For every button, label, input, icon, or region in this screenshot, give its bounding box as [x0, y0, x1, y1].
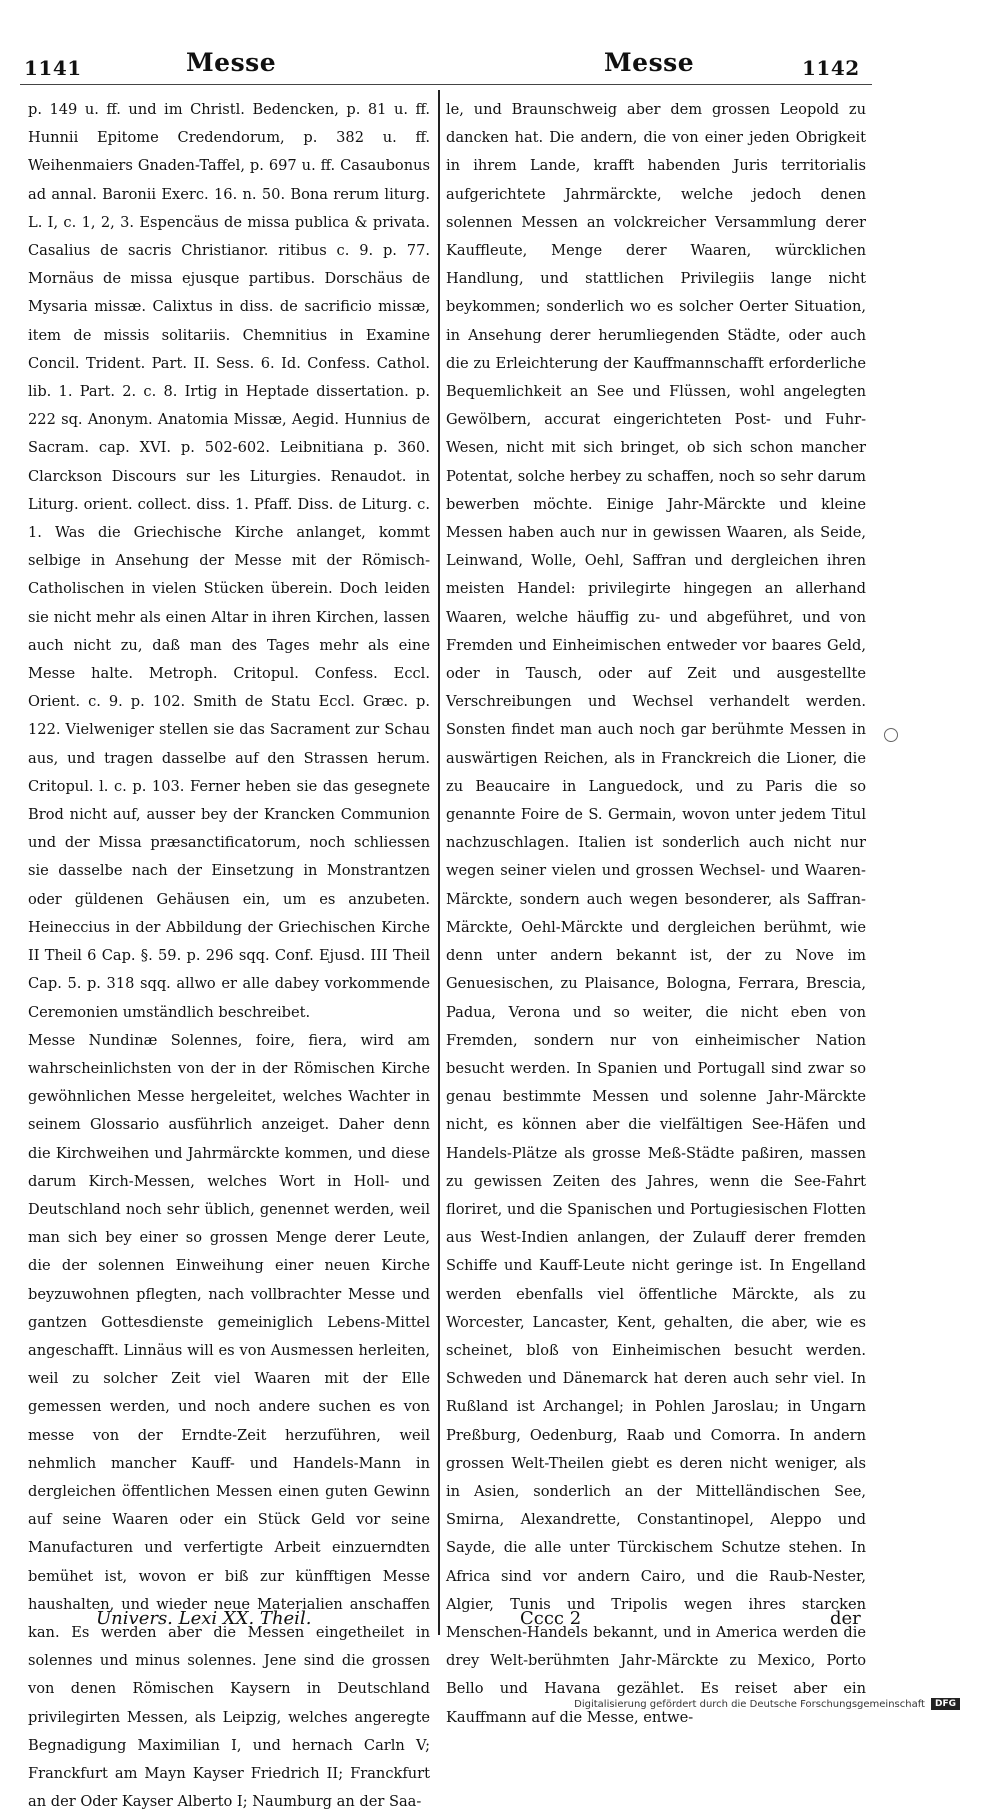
dfg-logo-icon: DFG — [931, 1698, 960, 1710]
column-divider — [438, 90, 440, 1635]
margin-mark — [884, 728, 898, 742]
digitization-credit — [574, 1698, 960, 1710]
right-column — [446, 96, 866, 1732]
left-column — [28, 96, 430, 1816]
header-rule — [20, 84, 872, 85]
left-paragraph-references: p. 149 u. ff. und im Christl. Bedencken, p. 81 u. ff. Hunnii Epitome Credendorum, p. 382 u. ff. Weihenmaiers Gnaden-Taffel, p. 697 u. ff. Casaubonus ad annal. Baronii Exerc. 16. n. 50. Bona rerum liturg. L. I, c. 1, 2, 3. Espencäus de missa publica & privata. Casalius de sacris Christianor. ritibus c. 9. p. 77. Mornäus de missa ejusque partibus. Dorschäus de Mysaria missæ. Calixtus in diss. de sacrificio missæ, item de missis solitariis. Chemnitius in Examine Concil. Trident. Part. II. Sess. 6. Id. Confess. Cathol. lib. 1. Part. 2. c. 8. Irtig in Heptade dissertation. p. 222 sq. Anonym. Anatomia Missæ, Aegid. Hunnius de Sacram. cap. XVI. p. 502-602. Leibnitiana p. 360. Clarckson Discours sur les Liturgies. Renaudot. in Liturg. orient. collect. diss. 1. Pfaff. Diss. de Liturg. c. 1. Was die Griechische Kirche anlanget, kommt selbige in Ansehung der Messe mit der Römisch-Catholischen in vielen Stücken überein. Doch leiden sie nicht mehr als einen Altar in ihren Kirchen, lassen auch nicht zu, daß man des Tages mehr als eine Messe halte. Metroph. Critopul. Confess. Eccl. Orient. c. 9. p. 102. Smith de Statu Eccl. Græc. p. 122. Vielweniger stellen sie das Sacrament zur Schau aus, und tragen dasselbe auf den Strassen herum. Critopul. l. c. p. 103. Ferner heben sie das gesegnete Brod nicht auf, ausser bey der Krancken Communion und der Missa præsanctificatorum, noch schliessen sie dasselbe nach der Einsetzung in Monstrantzen oder güldenen Gehäusen ein, um es anzubeten. Heineccius in der Abbildung der Griechischen Kirche II Theil 6 Cap. §. 59. p. 296 sqq. Conf. Ejusd. III Theil Cap. 5. p. 318 sqq. allwo er alle dabey vorkommende Ceremonien umständlich beschreibet. — [28, 101, 430, 1021]
credit-text: Digitalisierung gefördert durch die Deutsche Forschungsgemeinschaft — [574, 1698, 925, 1710]
page-number-left: 1141 — [24, 56, 82, 80]
right-paragraph-continuation: le, und Braunschweig aber dem grossen Leopold zu dancken hat. Die andern, die von einer jeden Obrigkeit in ihrem Lande, krafft habenden Juris territorialis aufgerichtete Jahrmärckte, welche jedoch denen solennen Messen an volckreicher Versammlung derer Kauffleute, Menge derer Waaren, würcklichen Handlung, und stattlichen Privilegiis lange nicht beykommen; sonderlich wo es solcher Oerter Situation, in Ansehung derer herumliegenden Städte, oder auch die zu Erleichterung der Kauffmannschafft erforderliche Bequemlichkeit an See und Flüssen, wohl angelegten Gewölbern, accurat eingerichteten Post- und Fuhr-Wesen, nicht mit sich bringet, ob sich schon mancher Potentat, solche herbey zu schaffen, noch so sehr darum bewerben möchte. Einige Jahr-Märckte und kleine Messen haben auch nur in gewissen Waaren, als Seide, Leinwand, Wolle, Oehl, Saffran und dergleichen ihren meisten Handel: privilegirte hingegen an allerhand Waaren, welche häuffig zu- und abgeführet, und von Fremden und Einheimischen entweder vor baares Geld, oder in Tausch, oder auf Zeit und ausgestellte Verschreibungen und Wechsel verhandelt werden. Sonsten findet man auch noch gar berühmte Messen in auswärtigen Reichen, als in Franckreich die Lioner, die zu Beaucaire in Languedock, und zu Paris die so genannte Foire de S. Germain, wovon unter jedem Titul nachzuschlagen. Italien ist sonderlich auch nicht nur wegen seiner vielen und grossen Wechsel- und Waaren-Märckte, sondern auch wegen besonderer, als Saffran-Märckte, Oehl-Märckte und dergleichen berühmt, wie denn unter andern bekannt ist, der zu Nove im Genuesischen, zu Plaisance, Bologna, Ferrara, Brescia, Padua, Verona und so weiter, die nicht eben von Fremden, sondern nur von einheimischer Nation besucht werden. In Spanien und Portugall sind zwar so genau bestimmte Messen und solenne Jahr-Märckte nicht, es können aber die vielfältigen See-Häfen und Handels-Plätze als grosse Meß-Städte paßiren, massen zu gewissen Zeiten des Jahres, wenn die See-Fahrt floriret, und die Spanischen und Portugiesischen Flotten aus West-Indien anlangen, der Zulauff derer fremden Schiffe und Kauff-Leute nicht geringe ist. In Engelland werden ebenfalls viel öffentliche Märckte, als zu Worcester, Lancaster, Kent, gehalten, die aber, wie es scheinet, bloß von Einheimischen besucht werden. Schweden und Dänemarck hat deren auch sehr viel. In Rußland ist Archangel; in Pohlen Jaroslau; in Ungarn Preßburg, Oedenburg, Raab und Comorra. In andern grossen Welt-Theilen giebt es deren nicht weniger, als in Asien, sonderlich an der Mittelländischen See, Smirna, Alexandrette, Constantinopel, Aleppo und Sayde, die alle unter Türckischem Schutze stehen. In Africa sind vor andern Cairo, und die Raub-Nester, Algier, Tunis und Tripolis wegen ihres starcken Menschen-Handels bekannt, und in America werden die drey Welt-berühmten Jahr-Märckte zu Mexico, Porto Bello und Havana gezählet. Es reiset aber ein Kauffmann auf die Messe, entwe- — [446, 101, 866, 1726]
catchword: der — [830, 1608, 861, 1629]
running-title-right: Messe — [604, 48, 695, 77]
volume-signature: Univers. Lexi XX. Theil. — [96, 1608, 312, 1629]
page-number-right: 1142 — [802, 56, 860, 80]
sheet-mark: Cccc 2 — [520, 1608, 582, 1629]
running-title-left: Messe — [186, 48, 277, 77]
left-paragraph-messe-entry: Messe Nundinæ Solennes, foire, fiera, wird am wahrscheinlichsten von der in der Römischen Kirche gewöhnlichen Messe hergeleitet, welches Wachter in seinem Glossario ausführlich anzeiget. Daher denn die Kirchweihen und Jahrmärckte kommen, und diese darum Kirch-Messen, welches Wort in Holl- und Deutschland noch sehr üblich, genennet werden, weil man sich bey einer so grossen Menge derer Leute, die der solennen Einweihung einer neuen Kirche beyzuwohnen pflegten, nach vollbrachter Messe und gantzen Gottesdienste gemeiniglich Lebens-Mittel angeschafft. Linnäus will es von Ausmessen herleiten, weil zu solcher Zeit viel Waaren mit der Elle gemessen werden, und noch andere suchen es von messe von der Erndte-Zeit herzuführen, weil nehmlich mancher Kauff- und Handels-Mann in dergleichen öffentlichen Messen einen guten Gewinn auf seine Waaren oder ein Stück Geld vor seine Manufacturen und verfertigte Arbeit einzuerndten bemühet ist, wovon er biß zur künfftigen Messe haushalten, und wieder neue Materialien anschaffen kan. Es werden aber die Messen eingetheilet in solennes und minus solennes. Jene sind die grossen von denen Römischen Kaysern in Deutschland privilegirten Messen, als Leipzig, welches angeregte Begnadigung Maximilian I, und hernach Carln V; Franckfurt am Mayn Kayser Friedrich II; Franckfurt an der Oder Kayser Alberto I; Naumburg an der Saa- — [28, 1031, 430, 1811]
